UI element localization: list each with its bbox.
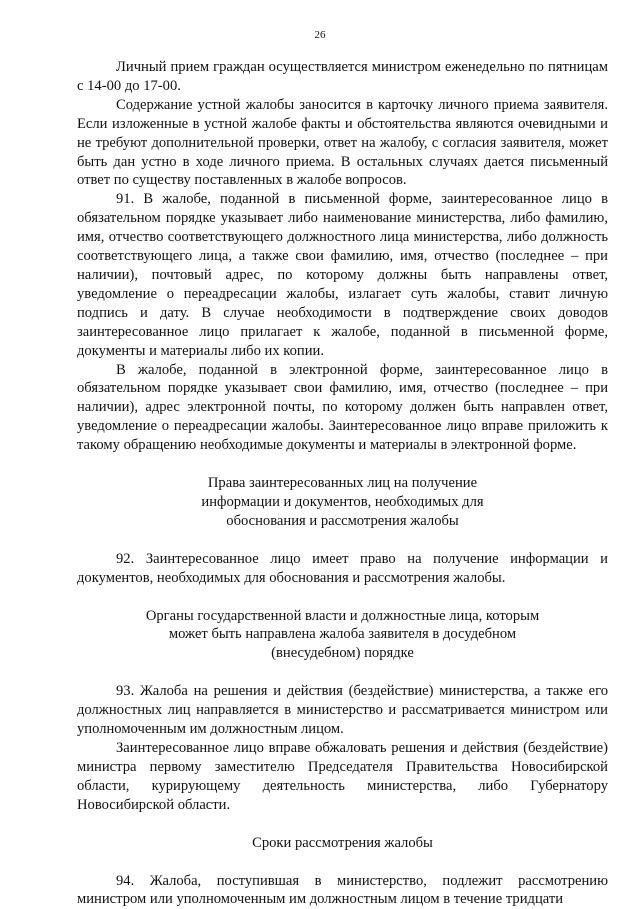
section-heading-line: может быть направлена жалоба заявителя в досудебном [168,626,517,643]
section-heading-authorities [77,607,608,664]
paragraph-92-right-to-information: 92. Заинтересованное лицо имеет право на получение информации и документов, необходимых для обоснования и рассмотрения жалобы. [77,550,608,586]
section-heading-line: Права заинтересованных лиц на получение [207,475,478,492]
section-heading-line: информации и документов, необходимых для [201,493,484,510]
section-heading-line: Органы государственной власти и должностные лица, которым [145,607,540,624]
section-heading-line: (внесудебном) порядке [271,645,414,662]
paragraph-personal-reception: Личный прием граждан осуществляется министром еженедельно по пятницам с 14-00 до 17-00. [77,59,608,94]
paragraph-91-written-complaint: 91. В жалобе, поданной в письменной форме, заинтересованное лицо в обязательном порядке указывает либо наименование министерства, либо фамилию, имя, отчество соответствующего должностного лица министерства, либо должность соответствующего лица, а также свои фамилию, имя, отчество (последнее – при наличии), почтовый адрес, по которому должны быть направлены ответ, уведомление о переадресации жалобы, излагает суть жалобы, ставит личную подпись и дату. В случае необходимости в подтверждение своих доводов заинтересованное лицо прилагает к жалобе, поданной в письменной форме, документы и материалы либо их копии. [77,191,608,359]
section-spacer [77,815,608,834]
paragraph-electronic-complaint: В жалобе, поданной в электронной форме, заинтересованное лицо в обязательном порядке указывает свои фамилию, имя, отчество (последнее – при наличии), адрес электронной почты, по которому должен быть направлен ответ, уведомление о переадресации жалобы. Заинтересованное лицо вправе приложить к такому обращению необходимые документы и материалы в электронной форме. [77,361,608,454]
section-heading-line: Сроки рассмотрения жалобы [252,834,433,851]
section-spacer [77,531,608,550]
section-heading-deadlines [77,834,608,853]
paragraph-93-complaint-address: 93. Жалоба на решения и действия (бездействие) министерства, а также его должностных лиц направляется в министерство и рассматривается министром или уполномоченным им должностным лицом. [77,683,608,738]
paragraph-appeal-rights: Заинтересованное лицо вправе обжаловать решения и действия (бездействие) министра первому заместителю Председателя Правительства Новосибирской области, курирующему деятельность министерства, либо Губернатору Новосибирской области. [77,740,608,813]
section-spacer [77,663,608,682]
paragraph-94-review-period: 94. Жалоба, поступившая в министерство, подлежит рассмотрению министром или уполномоченным им должностным лицом в течение тридцати [77,872,608,908]
section-heading-line: обоснования и рассмотрения жалобы [226,512,459,529]
document-body [77,58,608,909]
page-number: 26 [314,29,326,41]
section-spacer [77,588,608,607]
section-spacer [77,455,608,474]
paragraph-oral-complaint: Содержание устной жалобы заносится в карточку личного приема заявителя. Если изложенные в устной жалобе факты и обстоятельства являются очевидными и не требуют дополнительной проверки, ответ на жалобу, с согласия заявителя, может быть дан устно в ходе личного приема. В остальных случаях дается письменный ответ по существу поставленных в жалобе вопросов. [77,96,608,189]
section-spacer [77,853,608,872]
section-heading-rights [77,474,608,531]
